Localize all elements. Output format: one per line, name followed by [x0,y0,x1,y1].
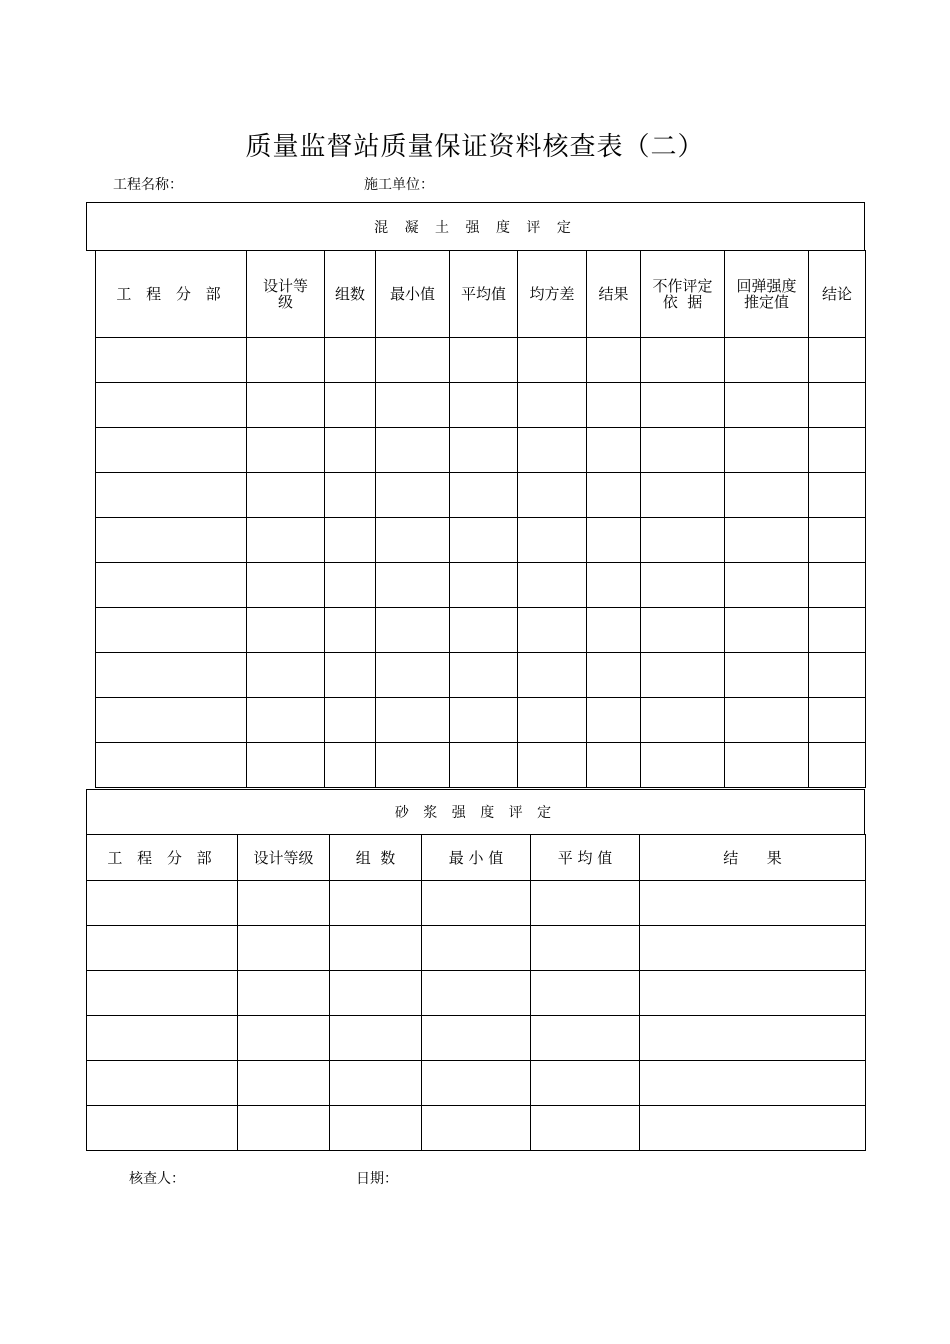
mortar-table-row [87,1106,866,1151]
concrete-table-cell[interactable] [518,473,587,518]
concrete-table-cell[interactable] [96,563,247,608]
concrete-table-cell[interactable] [96,518,247,563]
concrete-col-groups: 组数 [325,251,376,338]
mortar-table-cell[interactable] [640,971,866,1016]
mortar-table-cell[interactable] [640,1016,866,1061]
concrete-table-cell[interactable] [376,743,450,788]
mortar-table-cell[interactable] [640,881,866,926]
concrete-table-cell[interactable] [641,653,725,698]
checker-label: 核查人： [129,1171,185,1187]
mortar-table-row [87,1016,866,1061]
mortar-col-groups: 组 数 [330,835,422,881]
concrete-table-row [96,338,866,383]
mortar-table-cell[interactable] [238,1016,330,1061]
concrete-table-cell[interactable] [725,473,809,518]
concrete-table-cell[interactable] [247,383,325,428]
mortar-col-min: 最 小 值 [422,835,531,881]
mortar-table-cell[interactable] [422,1106,531,1151]
mortar-table-cell[interactable] [87,1106,238,1151]
concrete-table-cell[interactable] [725,338,809,383]
page-title: 质量监督站质量保证资料核查表（二） [245,132,705,162]
concrete-table-cell[interactable] [725,653,809,698]
concrete-col-conclusion: 结论 [809,251,866,338]
mortar-table-cell[interactable] [330,881,422,926]
mortar-table-cell[interactable] [531,971,640,1016]
concrete-table-cell[interactable] [587,338,641,383]
concrete-table-cell[interactable] [325,653,376,698]
concrete-table-cell[interactable] [376,608,450,653]
concrete-table-cell[interactable] [325,338,376,383]
mortar-table-cell[interactable] [238,1061,330,1106]
project-name-label: 工程名称： [113,177,183,193]
concrete-table-cell[interactable] [450,563,518,608]
concrete-table-cell[interactable] [450,428,518,473]
concrete-table-cell[interactable] [641,518,725,563]
concrete-table-cell[interactable] [587,698,641,743]
mortar-header-row [87,835,866,881]
concrete-table-cell[interactable] [725,743,809,788]
mortar-col-avg: 平 均 值 [531,835,640,881]
concrete-table-cell[interactable] [641,563,725,608]
mortar-section-title: 砂 浆 强 度 评 定 [86,789,865,835]
concrete-table-cell[interactable] [247,473,325,518]
mortar-table-cell[interactable] [422,881,531,926]
concrete-table-cell[interactable] [518,743,587,788]
concrete-table-cell[interactable] [325,518,376,563]
design-grade-line2: 级 [277,293,293,311]
concrete-table-cell[interactable] [587,563,641,608]
concrete-table-cell[interactable] [641,698,725,743]
concrete-table-cell[interactable] [725,698,809,743]
concrete-table-cell[interactable] [809,473,866,518]
concrete-table-cell[interactable] [518,698,587,743]
concrete-table-cell[interactable] [809,383,866,428]
concrete-table-cell[interactable] [518,563,587,608]
concrete-table-cell[interactable] [641,743,725,788]
concrete-table-cell[interactable] [450,743,518,788]
mortar-table-cell[interactable] [640,1061,866,1106]
concrete-table-cell[interactable] [809,653,866,698]
mortar-table-cell[interactable] [87,971,238,1016]
mortar-table-row [87,881,866,926]
concrete-table-cell[interactable] [518,608,587,653]
mortar-table-cell[interactable] [87,926,238,971]
concrete-table-cell[interactable] [450,608,518,653]
mortar-table-cell[interactable] [640,926,866,971]
concrete-table-cell[interactable] [587,518,641,563]
concrete-table-cell[interactable] [809,518,866,563]
concrete-table-cell[interactable] [587,743,641,788]
mortar-table-cell[interactable] [87,1061,238,1106]
concrete-table-cell[interactable] [641,473,725,518]
concrete-table-cell[interactable] [450,698,518,743]
concrete-col-min: 最小值 [376,251,450,338]
mortar-table-row [87,971,866,1016]
concrete-table-cell[interactable] [96,608,247,653]
concrete-table-cell[interactable] [809,698,866,743]
concrete-section-title: 混 凝 土 强 度 评 定 [86,202,865,251]
concrete-table-cell[interactable] [725,518,809,563]
concrete-table-row [96,653,866,698]
concrete-table-cell[interactable] [450,338,518,383]
concrete-table-cell[interactable] [725,428,809,473]
mortar-table-cell[interactable] [330,1061,422,1106]
concrete-table-cell[interactable] [247,698,325,743]
concrete-col-design-grade [247,251,325,338]
mortar-table-cell[interactable] [531,1106,640,1151]
concrete-table-cell[interactable] [587,473,641,518]
concrete-table-cell[interactable] [518,653,587,698]
mortar-table-cell[interactable] [531,1061,640,1106]
concrete-table-cell[interactable] [247,608,325,653]
mortar-table-cell[interactable] [422,1016,531,1061]
concrete-table-cell[interactable] [247,743,325,788]
concrete-table-cell[interactable] [809,743,866,788]
concrete-table-cell[interactable] [325,743,376,788]
mortar-table-cell[interactable] [238,881,330,926]
concrete-table-row [96,608,866,653]
concrete-col-stddev: 均方差 [518,251,587,338]
concrete-table-cell[interactable] [450,518,518,563]
concrete-table-cell[interactable] [641,338,725,383]
mortar-col-design-grade: 设计等级 [238,835,330,881]
rebound-line1: 回弹强度 [736,277,797,295]
concrete-table-cell[interactable] [376,473,450,518]
mortar-table-cell[interactable] [238,1106,330,1151]
mortar-table-cell[interactable] [422,926,531,971]
mortar-table-cell[interactable] [330,1106,422,1151]
concrete-table-cell[interactable] [325,428,376,473]
mortar-table-row [87,926,866,971]
concrete-table-cell[interactable] [518,518,587,563]
concrete-table-cell[interactable] [518,383,587,428]
concrete-table-row [96,563,866,608]
mortar-table-cell[interactable] [531,926,640,971]
mortar-table-cell[interactable] [238,971,330,1016]
concrete-table-cell[interactable] [96,698,247,743]
concrete-table-row [96,383,866,428]
concrete-table-cell[interactable] [587,653,641,698]
concrete-table-cell[interactable] [96,428,247,473]
concrete-table-row [96,698,866,743]
concrete-strength-table [95,250,866,788]
concrete-table-cell[interactable] [96,473,247,518]
concrete-table-cell[interactable] [587,383,641,428]
concrete-table-cell[interactable] [96,743,247,788]
mortar-table-cell[interactable] [87,1016,238,1061]
concrete-table-row [96,518,866,563]
mortar-table-cell[interactable] [330,971,422,1016]
concrete-table-cell[interactable] [587,428,641,473]
mortar-table-cell[interactable] [531,881,640,926]
concrete-header-row [96,251,866,338]
concrete-table-cell[interactable] [376,338,450,383]
concrete-col-project-part: 工 程 分 部 [96,251,247,338]
construction-unit-label: 施工单位： [364,177,434,193]
mortar-table-row [87,1061,866,1106]
mortar-table-cell[interactable] [531,1016,640,1061]
concrete-table-cell[interactable] [518,428,587,473]
concrete-table-cell[interactable] [247,428,325,473]
concrete-table-cell[interactable] [725,608,809,653]
concrete-col-result: 结果 [587,251,641,338]
concrete-table-cell[interactable] [96,653,247,698]
mortar-table-cell[interactable] [330,926,422,971]
concrete-table-cell[interactable] [641,383,725,428]
mortar-table-cell[interactable] [422,971,531,1016]
mortar-table-cell[interactable] [238,926,330,971]
concrete-table-cell[interactable] [725,563,809,608]
mortar-table-cell[interactable] [330,1016,422,1061]
concrete-table-cell[interactable] [325,698,376,743]
concrete-table-cell[interactable] [725,383,809,428]
concrete-table-cell[interactable] [518,338,587,383]
concrete-table-cell[interactable] [450,383,518,428]
concrete-col-no-eval-basis [641,251,725,338]
concrete-table-row [96,428,866,473]
concrete-table-cell[interactable] [96,338,247,383]
concrete-table-cell[interactable] [325,563,376,608]
concrete-table-cell[interactable] [809,428,866,473]
concrete-table-cell[interactable] [376,653,450,698]
concrete-table-cell[interactable] [325,473,376,518]
concrete-table-cell[interactable] [809,563,866,608]
concrete-table-cell[interactable] [376,383,450,428]
concrete-col-avg: 平均值 [450,251,518,338]
concrete-table-cell[interactable] [809,338,866,383]
mortar-table-cell[interactable] [422,1061,531,1106]
concrete-table-cell[interactable] [96,383,247,428]
design-grade-line1: 设计等 [262,277,308,295]
mortar-table-cell[interactable] [87,881,238,926]
concrete-table-cell[interactable] [247,518,325,563]
concrete-table-cell[interactable] [325,383,376,428]
mortar-col-result: 结 果 [640,835,866,881]
concrete-table-cell[interactable] [641,608,725,653]
concrete-table-cell[interactable] [450,473,518,518]
rebound-line2: 推定值 [743,293,789,311]
concrete-table-row [96,473,866,518]
concrete-table-cell[interactable] [809,608,866,653]
concrete-table-cell[interactable] [376,563,450,608]
concrete-table-cell[interactable] [587,608,641,653]
concrete-table-row [96,743,866,788]
mortar-col-project-part: 工 程 分 部 [87,835,238,881]
concrete-table-cell[interactable] [247,563,325,608]
concrete-table-cell[interactable] [376,518,450,563]
concrete-table-cell[interactable] [325,608,376,653]
mortar-table-cell[interactable] [640,1106,866,1151]
concrete-table-cell[interactable] [376,428,450,473]
concrete-table-cell[interactable] [450,653,518,698]
concrete-table-cell[interactable] [376,698,450,743]
mortar-strength-table [86,834,866,1151]
concrete-table-cell[interactable] [247,653,325,698]
concrete-table-cell[interactable] [247,338,325,383]
concrete-col-rebound [725,251,809,338]
date-label: 日期： [356,1171,398,1187]
concrete-table-cell[interactable] [641,428,725,473]
no-eval-line2: 依 据 [662,293,703,311]
no-eval-line1: 不作评定 [652,277,713,295]
